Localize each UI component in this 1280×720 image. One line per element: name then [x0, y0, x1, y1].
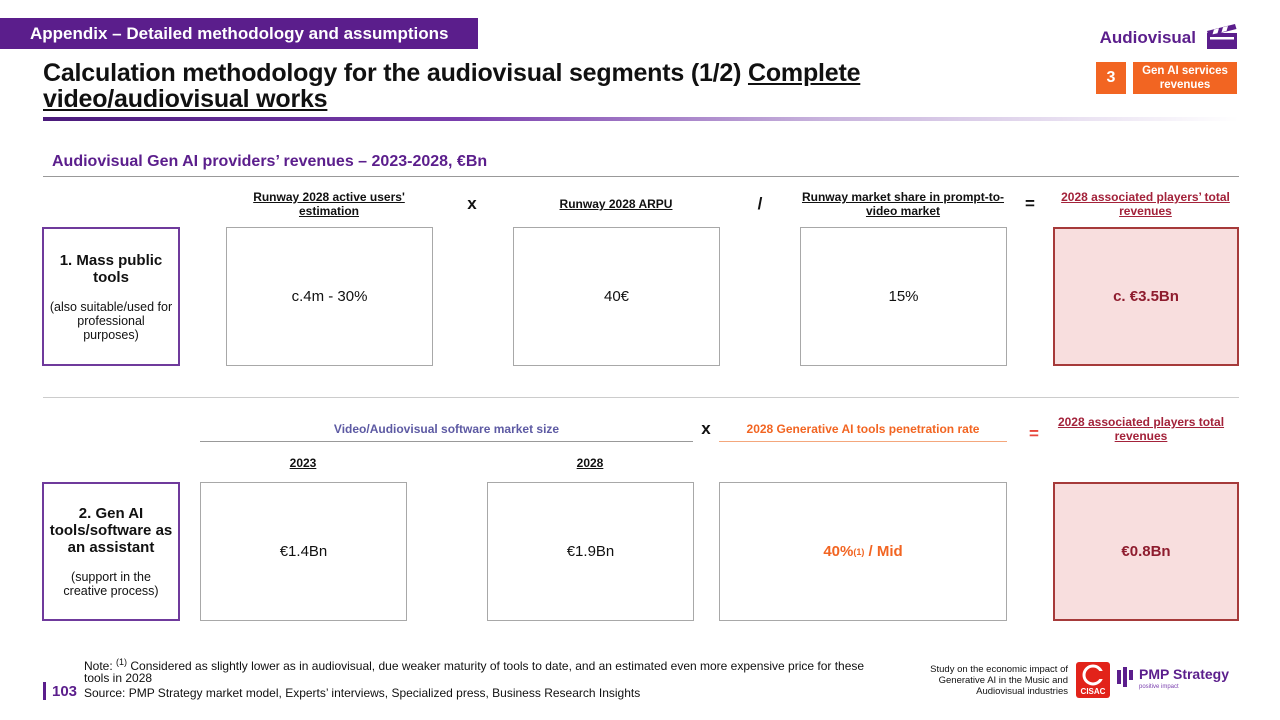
- appendix-banner: Appendix – Detailed methodology and assumptions: [0, 18, 478, 49]
- note-footnote-ref: (1): [116, 657, 128, 667]
- row2-market-size-header: Video/Audiovisual software market size: [333, 422, 560, 436]
- row2-penetration-header: 2028 Generative AI tools penetration rate: [746, 422, 980, 436]
- row2-result-header: 2028 associated players total revenues: [1057, 415, 1225, 443]
- penetration-suffix: / Mid: [864, 543, 903, 560]
- page-number-bar: [43, 682, 46, 700]
- cisac-logo: [1076, 662, 1110, 698]
- penetration-footnote-ref: (1): [853, 546, 865, 557]
- row2-label-main: 2. Gen AI tools/software as an assistant: [49, 505, 173, 556]
- step-label-badge: Gen AI services revenues: [1133, 62, 1237, 94]
- row1-header-users: Runway 2028 active users' estimation: [253, 190, 405, 218]
- row1-arpu-value: 40€: [513, 227, 720, 366]
- page-number: 103: [52, 683, 78, 700]
- penetration-percent: 40%: [823, 543, 854, 560]
- pmp-logo-text: PMP Strategy: [1139, 666, 1229, 682]
- title-underlined: Complete video/audiovisual works: [43, 59, 861, 113]
- row2-market-size-rule: [200, 441, 693, 442]
- row1-header-arpu: Runway 2028 ARPU: [559, 197, 673, 211]
- row1-label-box: [42, 227, 180, 366]
- row1-market-share-value: 15%: [800, 227, 1007, 366]
- note-text: Considered as slightly lower as in audiovisual, due weaker maturity of tools to date, and an estimated even more expensive price for these tools in 2028: [84, 659, 865, 685]
- row2-year-2023: 2023: [289, 456, 317, 470]
- note-prefix: Note:: [84, 659, 117, 673]
- chart-title-rule: [43, 176, 1239, 177]
- row1-label-main: 1. Mass public tools: [59, 251, 163, 286]
- source-note: Source: PMP Strategy market model, Experts’ interviews, Specialized press, Business Research Insights: [84, 686, 641, 700]
- row1-result-value: c. €3.5Bn: [1053, 227, 1239, 366]
- row1-operator-multiply: x: [467, 194, 477, 213]
- row1-operator-equals: =: [1025, 194, 1035, 213]
- clapperboard-icon: [1206, 22, 1238, 50]
- row2-label-sub: (support in the creative process): [63, 570, 159, 598]
- row1-users-value: c.4m - 30%: [226, 227, 433, 366]
- title-main: Calculation methodology for the audiovisual segments (1/2): [43, 59, 748, 87]
- row2-operator-equals: =: [1029, 424, 1039, 443]
- study-title: Study on the economic impact of Generative AI in the Music and Audiovisual industries: [930, 664, 1068, 697]
- row2-year-2028: 2028: [576, 456, 604, 470]
- row2-penetration-value: [719, 482, 1007, 621]
- footnote: [84, 656, 884, 684]
- row2-label-box: [42, 482, 180, 621]
- pmp-tagline: positive impact: [1139, 684, 1179, 690]
- section-label: Audiovisual: [1099, 28, 1196, 47]
- step-number-badge: 3: [1096, 62, 1126, 94]
- page-title: [43, 60, 1063, 112]
- title-gradient-rule: [43, 117, 1239, 121]
- row1-header-market-share: Runway market share in prompt-to-video market: [801, 190, 1005, 218]
- pmp-strategy-logo: [1117, 662, 1242, 692]
- row2-operator-multiply: x: [701, 419, 711, 438]
- row1-header-result: 2028 associated players’ total revenues: [1061, 190, 1230, 218]
- row1-label-sub: (also suitable/used for professional purposes): [49, 299, 173, 342]
- row2-penetration-rule: [719, 441, 1007, 442]
- row2-result-value: €0.8Bn: [1053, 482, 1239, 621]
- row2-2028-value: €1.9Bn: [487, 482, 694, 621]
- cisac-logo-text: CISAC: [1080, 687, 1106, 696]
- row2-2023-value: €1.4Bn: [200, 482, 407, 621]
- row1-operator-divide: /: [757, 194, 763, 213]
- row-divider: [43, 397, 1239, 398]
- chart-title: Audiovisual Gen AI providers’ revenues – 2023-2028, €Bn: [52, 153, 488, 170]
